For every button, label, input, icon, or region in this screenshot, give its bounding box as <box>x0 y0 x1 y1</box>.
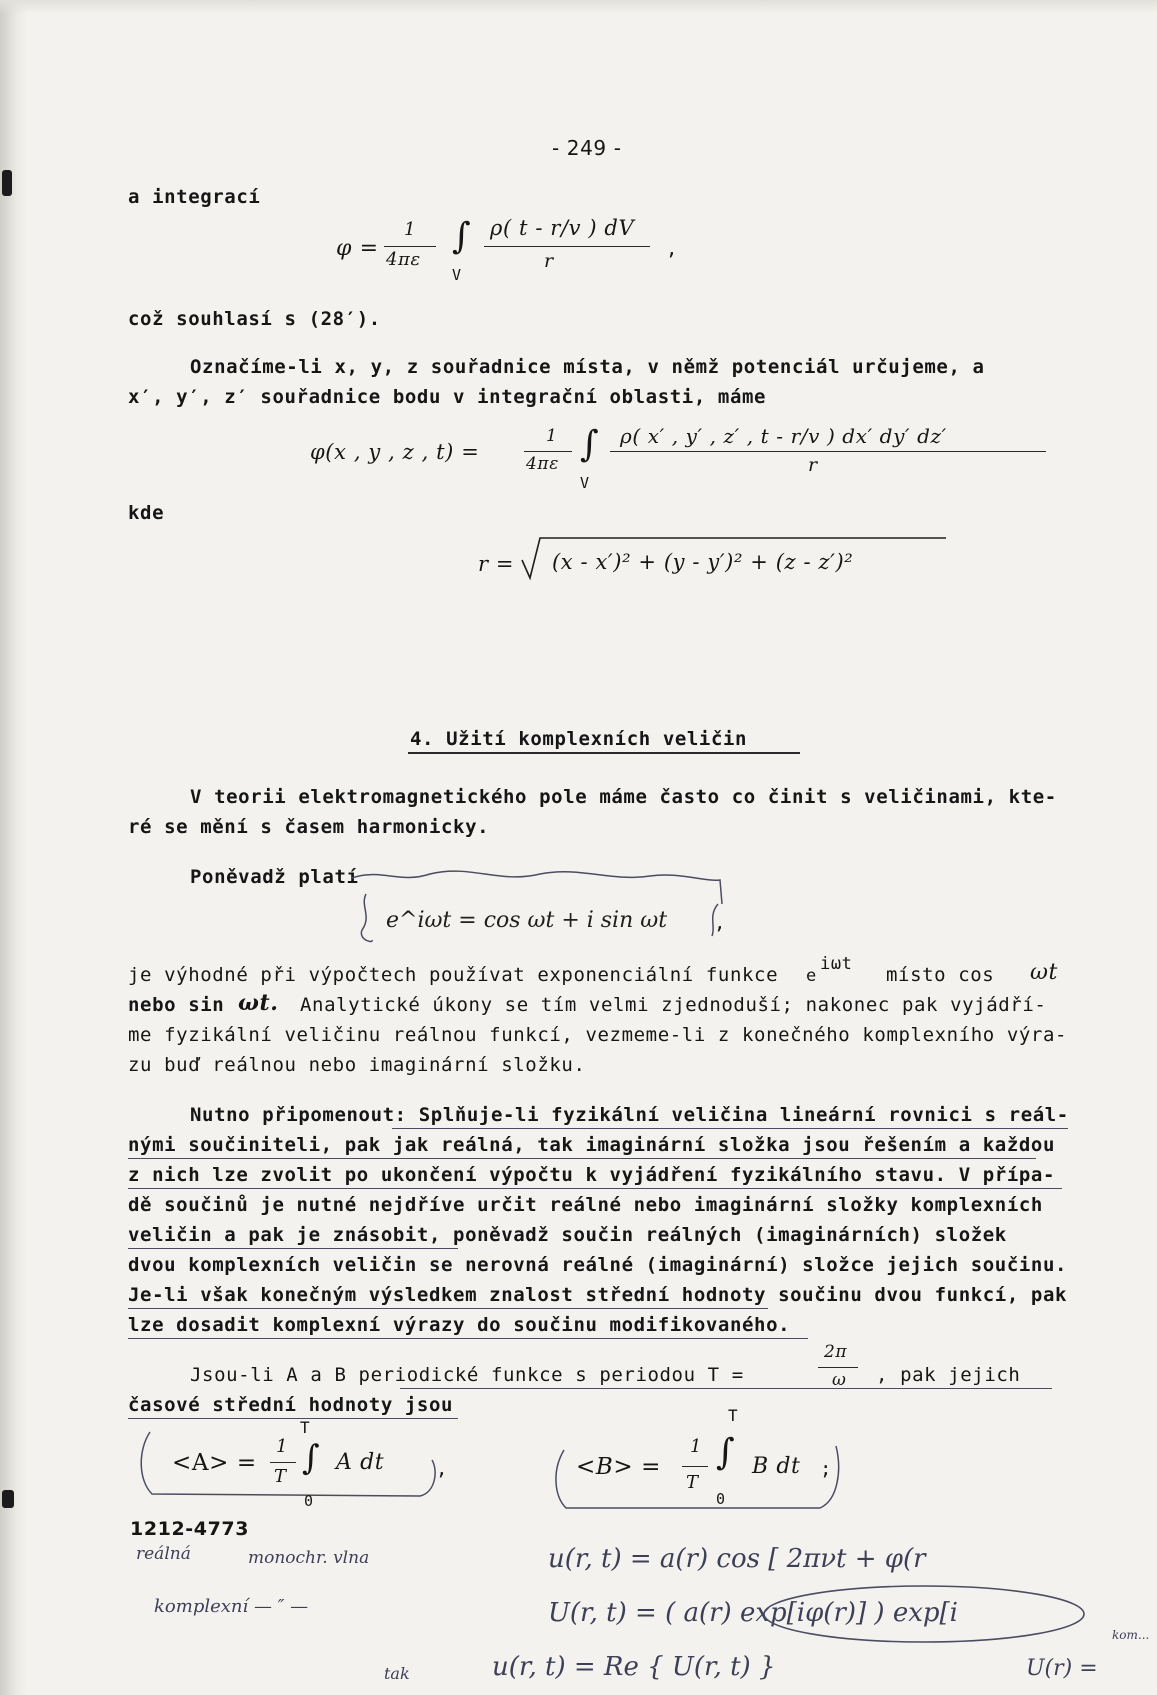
advantage-line-4: zu buď reálnou nebo imaginární složku. <box>128 1054 586 1076</box>
note-complex: komplexní — ″ — <box>154 1596 309 1617</box>
note-line-6: dvou komplexních veličin se nerovná reálné (imaginární) složce jejich součinu. <box>128 1254 1068 1276</box>
note-eq-real: u(r, t) = a(r) cos [ 2πνt + φ(r <box>548 1544 926 1574</box>
note-tail-label: kom... <box>1112 1628 1150 1642</box>
euler-comma: , <box>714 912 727 934</box>
advantage-line-1a: je výhodné při výpočtech používat exponenciální funkce <box>128 964 779 986</box>
advantage-line-1e: e <box>806 966 817 986</box>
kde-label: kde <box>128 502 165 524</box>
note-line-3: z nich lze zvolit po ukončení výpočtu k vyjádření fyzikálního stavu. V přípa- <box>128 1164 1055 1186</box>
advantage-line-1b: místo cos <box>886 964 995 986</box>
integral-sign: ∫ <box>452 216 472 257</box>
period-den: ω <box>832 1370 847 1390</box>
integral-subscript: V <box>580 474 590 492</box>
ponevadz-text: Poněvadž platí <box>190 866 359 888</box>
note-eq-re: u(r, t) = Re { U(r, t) } <box>492 1652 776 1682</box>
advantage-line-2wt: ωt. <box>238 990 279 1016</box>
coordinates-line-1: Označíme-li x, y, z souřadnice místa, v němž potenciál určujeme, a <box>190 356 985 378</box>
intro-line-2: ré se mění s časem harmonicky. <box>128 816 490 838</box>
eq1-frac-den: 4πε <box>386 249 421 270</box>
eq2-frac-num: 1 <box>546 426 558 446</box>
periodic-line-2: časové střední hodnoty jsou <box>128 1394 454 1416</box>
coordinates-line-2: x′, y′, z′ souřadnice bodu v integrační oblasti, máme <box>128 386 767 408</box>
note-line-1: Nutno připomenout: Splňuje-li fyzikální veličina lineární rovnici s reál- <box>190 1104 1069 1126</box>
section-heading: 4. Užití komplexních veličin <box>410 728 748 750</box>
euler-formula: e^iωt = cos ωt + i sin ωt <box>386 908 668 933</box>
mean-a-frac-den: T <box>274 1466 287 1487</box>
eq2-integrand-num: ρ( x′ , y′ , z′ , t - r/v ) dx′ dy′ dz′ <box>620 424 947 448</box>
eq1-integrand-den: r <box>544 250 554 272</box>
mean-b-upper: T <box>728 1406 739 1425</box>
advantage-line-3: me fyzikální veličinu reálnou funkcí, vezmeme-li z konečného komplexního výra- <box>128 1024 1068 1046</box>
mean-a-lower: 0 <box>304 1492 314 1510</box>
eq3-lhs: r = <box>478 552 515 576</box>
advantage-line-2a: nebo sin <box>128 994 225 1016</box>
note-tak: tak <box>384 1664 410 1683</box>
eq2-lhs: φ(x , y , z , t) = <box>310 440 480 464</box>
periodic-line-1a: Jsou-li A a B periodické funkce s periodou T = <box>190 1364 744 1386</box>
note-line-4: dě součinů je nutné nejdříve určit reálné nebo imaginární složky komplexních <box>128 1194 1043 1216</box>
note-eq-complex: U(r, t) = ( a(r) exp[iφ(r)] ) exp[i <box>548 1598 958 1628</box>
period-num: 2π <box>824 1342 848 1362</box>
mean-b-semicolon: ; <box>820 1458 833 1480</box>
mean-b-frac-den: T <box>686 1472 699 1493</box>
intro-text: a integrací <box>128 186 261 208</box>
advantage-line-2b: Analytické úkony se tím velmi zjednoduší; nakonec pak vyjádří- <box>300 994 1047 1016</box>
eq1-frac-num: 1 <box>404 219 417 240</box>
note-line-5: veličin a pak je znásobit, poněvadž součin reálných (imaginárních) složek <box>128 1224 1007 1246</box>
eq3-radicand: (x - x′)² + (y - y′)² + (z - z′)² <box>552 550 854 574</box>
page-number: - 249 - <box>552 136 622 160</box>
integral-sign: ∫ <box>580 424 600 465</box>
footer-code: 1212-4773 <box>130 1518 250 1540</box>
note-eq-tail: U(r) = <box>1026 1656 1098 1681</box>
mean-a-upper: T <box>300 1418 311 1437</box>
eq1-comma: , <box>666 238 679 260</box>
advantage-line-1sup: iωt <box>820 954 853 974</box>
eq2-frac-den: 4πε <box>526 454 559 474</box>
eq1-lhs: φ = <box>336 236 379 261</box>
mean-b-integrand: B dt <box>752 1454 801 1479</box>
intro-line-1: V teorii elektromagnetického pole máme často co činit s veličinami, kte- <box>190 786 1057 808</box>
advantage-line-1wt: ωt <box>1030 960 1058 985</box>
mean-b-lhs: <B> = <box>576 1454 662 1480</box>
integral-subscript: V <box>452 266 462 284</box>
mean-a-integrand: A dt <box>336 1450 385 1475</box>
mean-a-comma: , <box>436 1458 449 1480</box>
mean-b-lower: 0 <box>716 1490 726 1508</box>
integral-sign: ∫ <box>302 1438 321 1478</box>
integral-sign: ∫ <box>716 1432 736 1473</box>
note-line-2: nými součiniteli, pak jak reálná, tak imaginární složka jsou řešením a každou <box>128 1134 1055 1156</box>
mean-b-frac-num: 1 <box>690 1436 703 1457</box>
mean-a-frac-num: 1 <box>276 1436 289 1457</box>
periodic-line-1b: , pak jejich <box>876 1364 1021 1386</box>
note-mono: monochr. vlna <box>248 1548 370 1568</box>
note-line-7: Je-li však konečným výsledkem znalost střední hodnoty součinu dvou funkcí, pak <box>128 1284 1068 1306</box>
eq2-integrand-den: r <box>808 454 818 476</box>
eq1-integrand-num: ρ( t - r/v ) dV <box>490 216 635 240</box>
agree-text: což souhlasí s (28′). <box>128 308 381 330</box>
mean-a-lhs: <A> = <box>172 1450 257 1476</box>
note-line-8: lze dosadit komplexní výrazy do součinu modifikovaného. <box>128 1314 791 1336</box>
note-real: reálná <box>136 1544 191 1564</box>
